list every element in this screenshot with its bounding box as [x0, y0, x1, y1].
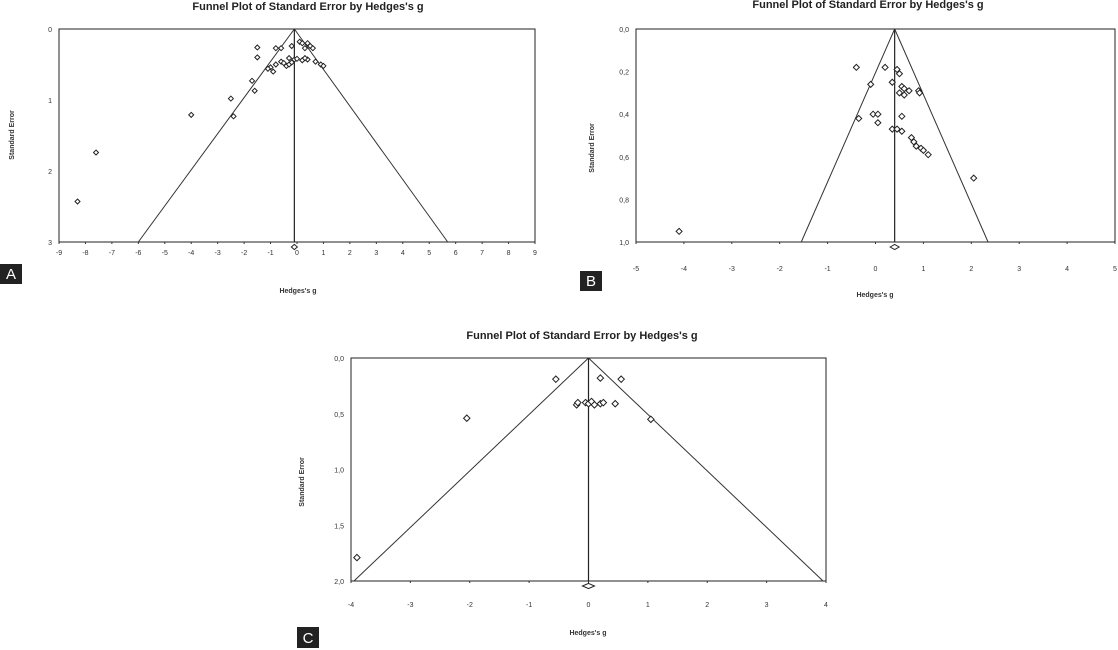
x-tick-label: 6: [453, 250, 458, 257]
study-point: [971, 175, 977, 181]
x-tick-label: -3: [407, 602, 414, 609]
y-tick-label: 0,0: [334, 356, 344, 363]
study-point: [553, 376, 559, 382]
y-tick-label: 0,4: [619, 112, 629, 120]
y-tick-label: 2: [48, 169, 52, 176]
x-tick-label: 1: [321, 250, 326, 257]
study-point: [228, 96, 233, 101]
x-tick-label: -2: [240, 250, 248, 257]
x-tick-label: 4: [824, 602, 828, 609]
funnel-left-line: [801, 29, 894, 242]
study-point: [925, 152, 931, 158]
y-tick-label: 0,2: [619, 69, 629, 77]
study-point: [464, 415, 470, 421]
x-tick-label: 4: [400, 250, 405, 257]
x-tick-label: 4: [1065, 266, 1070, 273]
x-tick-label: 7: [480, 250, 485, 257]
study-point: [618, 376, 624, 382]
panel-a-letter: A: [5, 266, 17, 283]
x-tick-label: 2: [969, 266, 974, 273]
panel-b-plot: [619, 27, 1117, 273]
funnel-left-line: [354, 358, 589, 581]
x-tick-label: -5: [161, 250, 168, 257]
x-tick-label: -4: [680, 266, 688, 273]
panel-b-ylabel: Standard Error: [589, 123, 596, 173]
study-point: [273, 46, 278, 51]
study-point: [273, 62, 278, 67]
y-tick-label: 0,8: [619, 197, 629, 205]
panel-a-title: Funnel Plot of Standard Error by Hedges's g: [192, 1, 424, 13]
y-tick-label: 0,0: [619, 27, 629, 34]
panel-c-xlabel: Hedges's g: [569, 630, 607, 637]
panel-b-letter: B: [585, 273, 597, 290]
x-tick-label: 0: [873, 266, 878, 273]
y-tick-label: 1: [48, 98, 52, 105]
x-tick-label: -4: [188, 250, 195, 257]
x-tick-label: 9: [533, 250, 537, 257]
x-tick-label: -9: [55, 250, 63, 257]
x-tick-label: -1: [267, 250, 274, 257]
panel-a: [0, 1, 537, 295]
x-tick-label: 3: [764, 602, 769, 609]
study-point: [250, 78, 255, 83]
study-point: [255, 45, 260, 50]
panel-a-ylabel: Standard Error: [9, 110, 16, 160]
x-tick-label: -1: [526, 602, 533, 609]
study-point: [882, 64, 888, 70]
x-tick-label: 3: [374, 250, 379, 257]
study-point: [676, 228, 682, 234]
summary-diamond: [583, 583, 595, 588]
x-tick-label: 2: [347, 250, 352, 257]
study-point: [868, 81, 874, 87]
panel-c: [297, 330, 828, 648]
study-point: [189, 112, 194, 117]
x-tick-label: -7: [108, 250, 116, 257]
study-point: [252, 88, 257, 93]
panel-c-plot: [334, 356, 828, 609]
study-point: [899, 113, 905, 119]
study-point: [94, 150, 99, 155]
x-tick-label: 0: [586, 602, 591, 609]
x-tick-label: 5: [427, 250, 432, 257]
x-tick-label: 1: [645, 602, 650, 609]
x-tick-label: -8: [82, 250, 89, 257]
x-tick-label: 2: [705, 602, 710, 609]
x-tick-label: -4: [347, 602, 355, 609]
study-point: [875, 111, 881, 117]
panel-b-title: Funnel Plot of Standard Error by Hedges's g: [752, 0, 984, 11]
study-point: [853, 64, 859, 70]
study-point: [875, 120, 881, 126]
panel-c-ylabel: Standard Error: [299, 457, 306, 507]
panel-c-title: Funnel Plot of Standard Error by Hedges's g: [466, 330, 698, 342]
y-tick-label: 0: [48, 27, 52, 34]
study-point: [313, 59, 318, 64]
x-tick-label: -2: [776, 266, 783, 273]
study-point: [271, 69, 276, 74]
summary-diamond: [890, 244, 899, 249]
study-point: [597, 375, 603, 381]
x-tick-label: -6: [135, 250, 142, 257]
study-point: [287, 56, 292, 61]
panel-a-plot: [48, 27, 537, 257]
y-tick-label: 1,0: [334, 467, 344, 475]
panel-b-frame: [636, 29, 1115, 242]
panel-a-xlabel: Hedges's g: [279, 288, 317, 295]
summary-diamond: [291, 244, 297, 249]
funnel-left-line: [138, 29, 294, 242]
panel-b-xlabel: Hedges's g: [856, 292, 894, 299]
panel-c-letter: C: [302, 630, 314, 647]
study-point: [75, 199, 80, 204]
funnel-right-line: [589, 358, 824, 581]
x-tick-label: 8: [506, 250, 511, 257]
x-tick-label: -3: [728, 266, 735, 273]
y-tick-label: 0,6: [619, 154, 629, 162]
y-tick-label: 1,5: [334, 523, 344, 531]
study-point: [648, 416, 654, 422]
study-point: [255, 55, 260, 60]
x-tick-label: 3: [1017, 266, 1022, 273]
funnel-right-line: [895, 29, 988, 242]
study-point: [289, 44, 294, 49]
y-tick-label: 2,0: [334, 579, 344, 586]
x-tick-label: 1: [921, 266, 926, 273]
x-tick-label: -1: [824, 266, 831, 273]
study-point: [354, 554, 360, 560]
x-tick-label: 5: [1113, 266, 1117, 273]
x-tick-label: 0: [295, 250, 299, 257]
y-tick-label: 0,5: [334, 411, 344, 419]
x-tick-label: -5: [632, 266, 640, 273]
study-point: [612, 401, 618, 407]
x-tick-label: -3: [214, 250, 221, 257]
y-tick-label: 3: [48, 240, 52, 247]
x-tick-label: -2: [466, 602, 473, 609]
panel-b: [580, 0, 1117, 299]
y-tick-label: 1,0: [619, 240, 629, 247]
